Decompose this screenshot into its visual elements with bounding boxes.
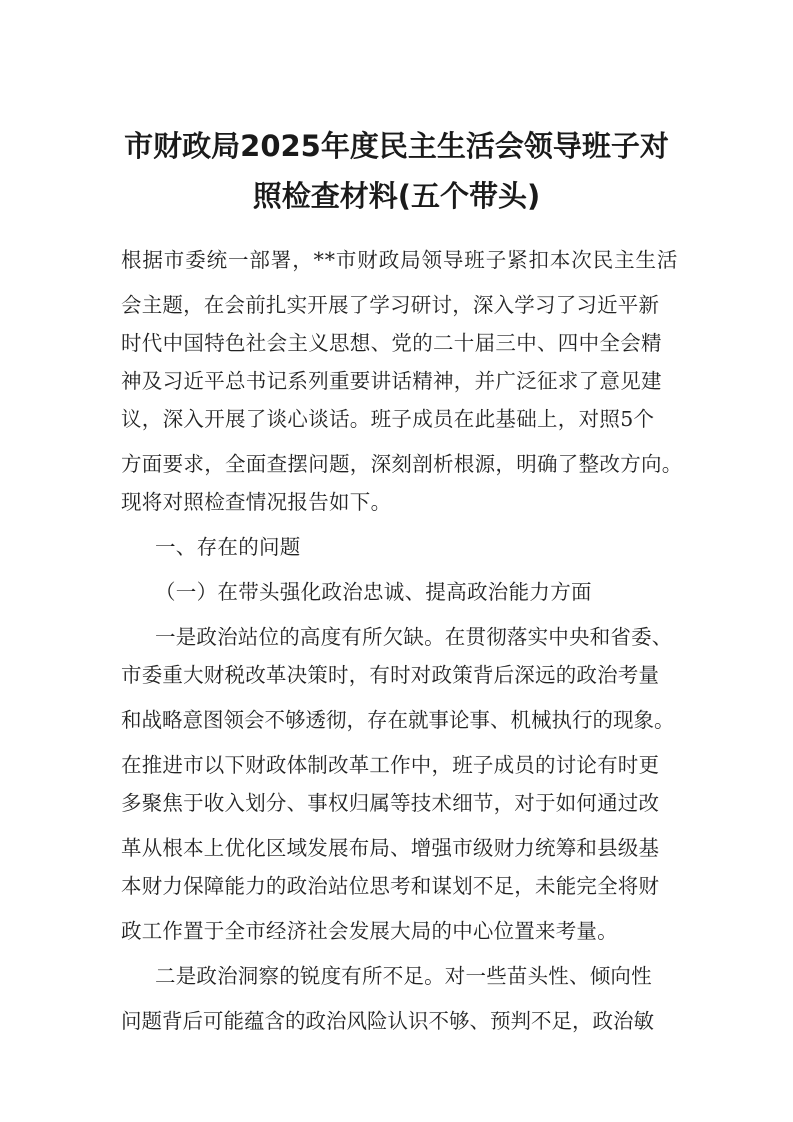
intro-paragraph-line: 时代中国特色社会主义思想、党的二十届三中、四中全会精 xyxy=(121,331,662,355)
body-paragraph-line: 多聚焦于收入划分、事权归属等技术细节，对于如何通过改 xyxy=(121,791,660,815)
document-title-line-1: 市财政局2025年度民主生活会领导班子对 xyxy=(124,129,669,163)
section-heading: 一、存在的问题 xyxy=(155,535,301,559)
body-paragraph-line: 一是政治站位的高度有所欠缺。在贯彻落实中央和省委、 xyxy=(155,625,673,649)
intro-paragraph-line: 根据市委统一部署，**市财政局领导班子紧扣本次民主生活 xyxy=(121,248,679,272)
intro-paragraph-line: 议，深入开展了谈心谈话。班子成员在此基础上，对照5个 xyxy=(121,407,655,431)
body-paragraph-line: 在推进市以下财政体制改革工作中，班子成员的讨论有时更 xyxy=(121,753,660,777)
subsection-heading: （一）在带头强化政治忠诚、提高政治能力方面 xyxy=(155,580,592,604)
body-paragraph-line: 革从根本上优化区域发展布局、增强市级财力统筹和县级基 xyxy=(121,836,660,860)
body-paragraph-line: 和战略意图领会不够透彻，存在就事论事、机械执行的现象。 xyxy=(121,708,675,732)
body-paragraph-line: 本财力保障能力的政治站位思考和谋划不足，未能完全将财 xyxy=(121,874,660,898)
body-paragraph-line: 二是政治洞察的锐度有所不足。对一些苗头性、倾向性 xyxy=(155,964,652,988)
body-paragraph-line: 市委重大财税改革决策时，有时对政策背后深远的政治考量 xyxy=(121,663,660,687)
intro-paragraph-line: 现将对照检查情况报告如下。 xyxy=(121,490,392,514)
intro-paragraph-line: 会主题，在会前扎实开展了学习研讨，深入学习了习近平新 xyxy=(121,293,660,317)
body-paragraph-line: 问题背后可能蕴含的政治风险认识不够、预判不足，政治敏 xyxy=(121,1009,654,1033)
document-title-line-2: 照检查材料(五个带头) xyxy=(252,179,541,213)
intro-paragraph-line: 神及习近平总书记系列重要讲话精神，并广泛征求了意见建 xyxy=(121,369,662,393)
body-paragraph-line: 政工作置于全市经济社会发展大局的中心位置来考量。 xyxy=(121,919,618,943)
intro-paragraph-line: 方面要求，全面查摆问题，深刻剖析根源，明确了整改方向。 xyxy=(121,452,683,476)
